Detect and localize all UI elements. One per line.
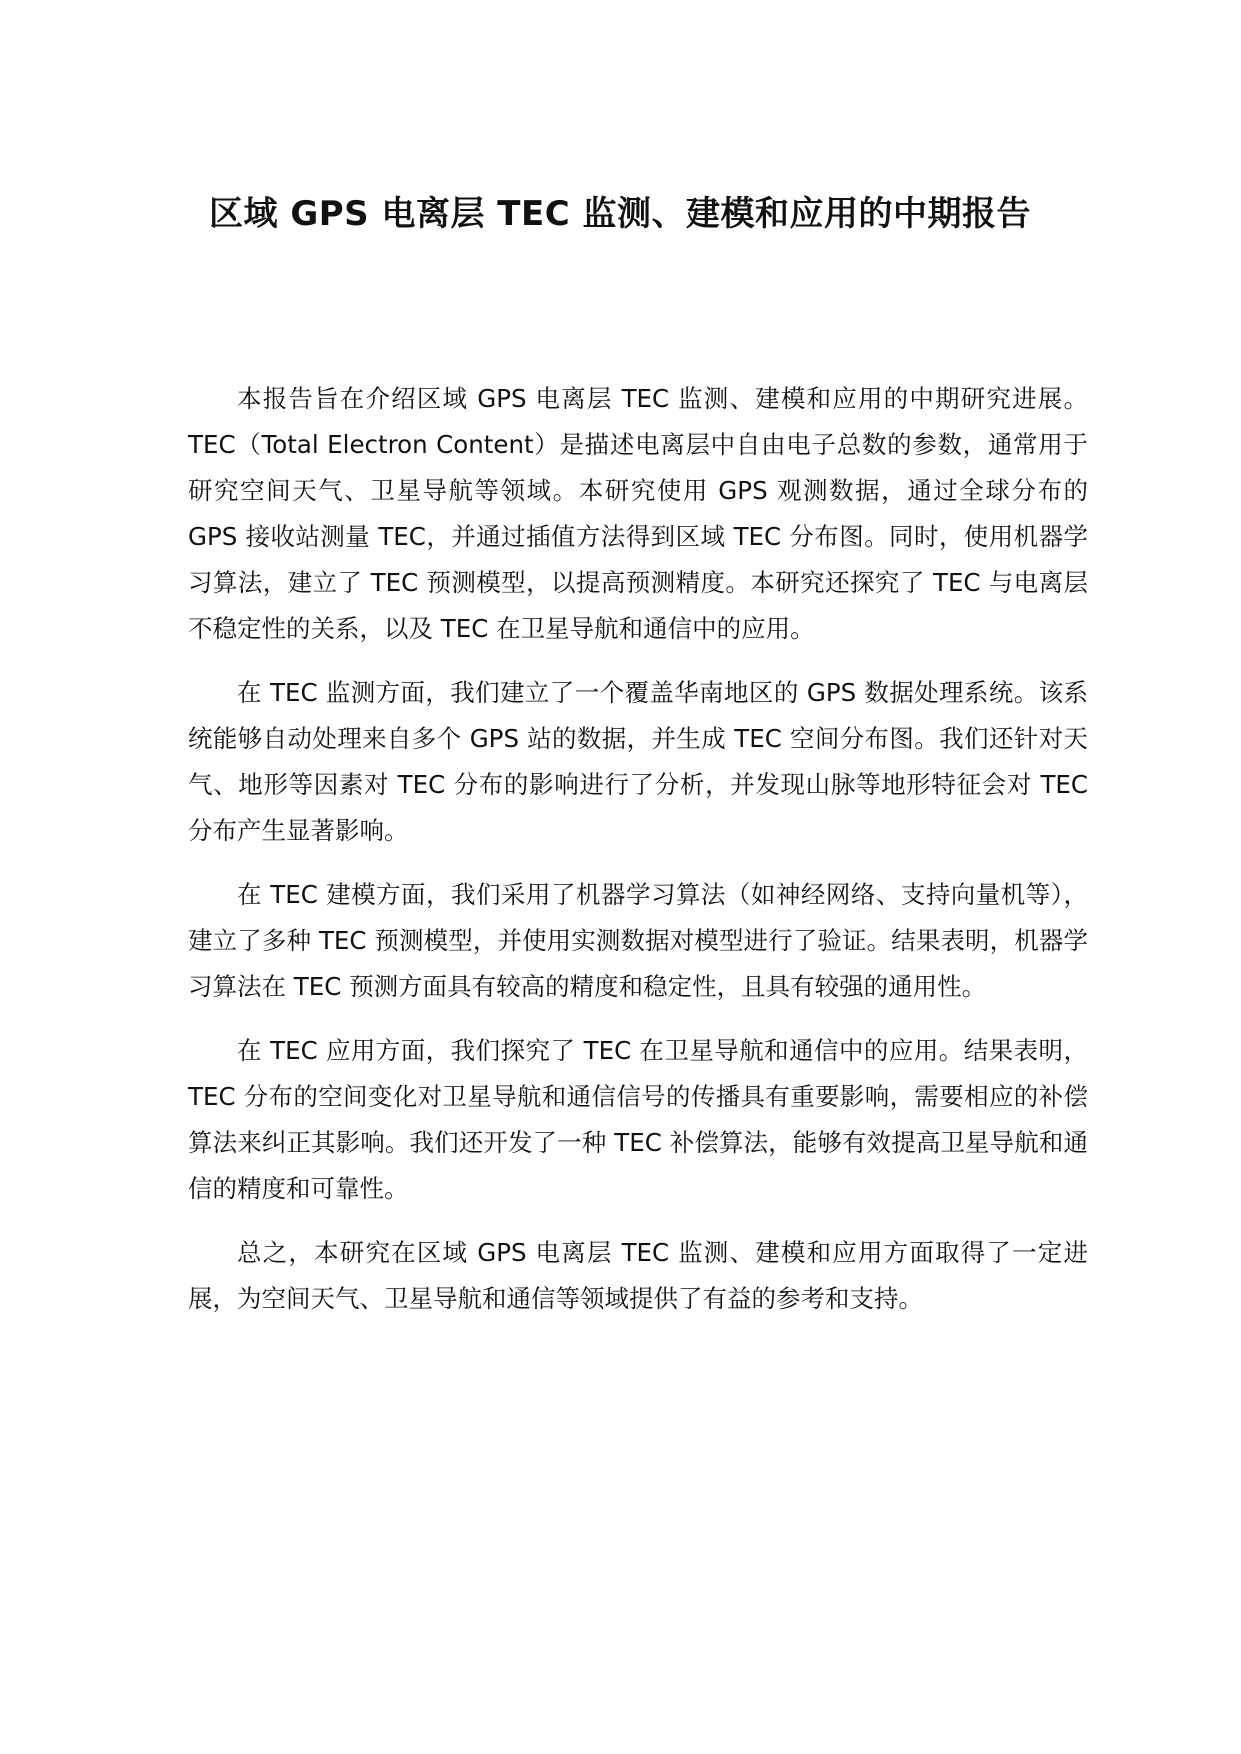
paragraph-conclusion: 总之，本研究在区域 GPS 电离层 TEC 监测、建模和应用方面取得了一定进展，为空间天气、卫星导航和通信等领域提供了有益的参考和支持。 xyxy=(188,1238,1088,1313)
paragraph-modeling: 在 TEC 建模方面，我们采用了机器学习算法（如神经网络、支持向量机等），建立了多种 TEC 预测模型，并使用实测数据对模型进行了验证。结果表明，机器学习算法在 TEC 预测方面具有较高的精度和稳定性，且具有较强的通用性。 xyxy=(188,880,1088,1001)
document-body xyxy=(188,376,1088,1340)
paragraph-monitoring: 在 TEC 监测方面，我们建立了一个覆盖华南地区的 GPS 数据处理系统。该系统能够自动处理来自多个 GPS 站的数据，并生成 TEC 空间分布图。我们还针对天气、地形等因素对 TEC 分布的影响进行了分析，并发现山脉等地形特征会对 TEC 分布产生显著影响。 xyxy=(188,678,1088,845)
paragraph-intro: 本报告旨在介绍区域 GPS 电离层 TEC 监测、建模和应用的中期研究进展。TEC（Total Electron Content）是描述电离层中自由电子总数的参数，通常用于研究空间天气、卫星导航等领域。本研究使用 GPS 观测数据，通过全球分布的 GPS 接收站测量 TEC，并通过插值方法得到区域 TEC 分布图。同时，使用机器学习算法，建立了 TEC 预测模型，以提高预测精度。本研究还探究了 TEC 与电离层不稳定性的关系，以及 TEC 在卫星导航和通信中的应用。 xyxy=(188,384,1088,643)
document-title: 区域 GPS 电离层 TEC 监测、建模和应用的中期报告 xyxy=(208,194,1032,234)
paragraph-application: 在 TEC 应用方面，我们探究了 TEC 在卫星导航和通信中的应用。结果表明，TEC 分布的空间变化对卫星导航和通信信号的传播具有重要影响，需要相应的补偿算法来纠正其影响。我们还开发了一种 TEC 补偿算法，能够有效提高卫星导航和通信的精度和可靠性。 xyxy=(188,1036,1088,1203)
